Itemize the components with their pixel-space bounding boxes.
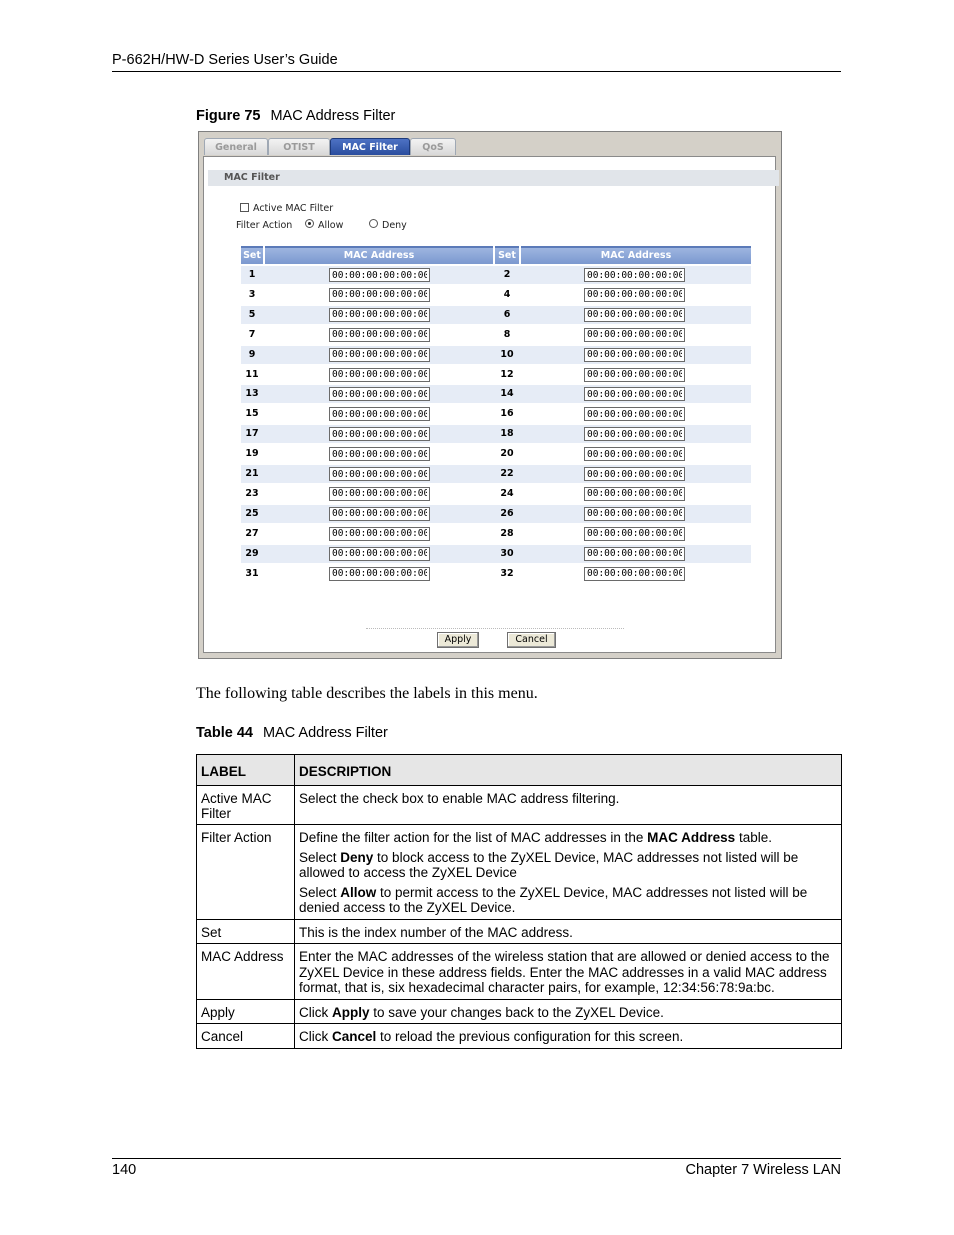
set-number: 10 xyxy=(500,348,514,360)
description-paragraph xyxy=(299,885,837,916)
set-number: 1 xyxy=(248,269,256,280)
set-number: 7 xyxy=(248,328,256,340)
description-paragraph xyxy=(299,791,837,807)
table-row xyxy=(241,385,751,403)
mac-filter-panel xyxy=(203,156,776,653)
deny-label: Deny xyxy=(382,220,407,231)
page-number: 140 xyxy=(112,1162,137,1178)
mac-address-input[interactable] xyxy=(584,467,685,481)
table-row xyxy=(241,525,751,543)
description-paragraph xyxy=(299,949,837,996)
text-segment: to save your changes back to the ZyXEL Device. xyxy=(369,1004,664,1020)
row-label: MAC Address xyxy=(197,944,295,1000)
table-row xyxy=(241,505,751,523)
set-number: 18 xyxy=(500,428,514,440)
set-number: 21 xyxy=(245,468,259,479)
text-segment: Select xyxy=(299,849,341,865)
text-segment: Click xyxy=(299,1004,332,1020)
mac-address-input[interactable] xyxy=(584,507,685,521)
mac-address-input[interactable] xyxy=(329,427,430,441)
row-label: Apply xyxy=(197,999,295,1024)
apply-button[interactable]: Apply xyxy=(437,632,479,648)
table-title: MAC Address Filter xyxy=(262,725,388,741)
description-paragraph xyxy=(299,830,837,846)
table-row xyxy=(197,944,842,1000)
mac-address-input[interactable] xyxy=(584,288,685,302)
filter-action-label: Filter Action xyxy=(236,220,293,231)
table-row xyxy=(197,825,842,920)
set-number: 11 xyxy=(245,368,259,380)
bold-term: Allow xyxy=(340,884,377,900)
set-number: 25 xyxy=(245,507,259,519)
description-paragraph xyxy=(299,925,837,941)
mac-address-input[interactable] xyxy=(329,527,430,541)
set-number: 22 xyxy=(500,468,514,479)
table-row xyxy=(241,266,751,284)
mac-address-input[interactable] xyxy=(584,268,685,282)
mac-address-input[interactable] xyxy=(584,407,685,421)
mac-address-input[interactable] xyxy=(329,328,430,342)
set-number: 3 xyxy=(248,288,256,300)
header-description: DESCRIPTION xyxy=(295,755,842,786)
description-paragraph xyxy=(299,1005,837,1021)
figure-title: MAC Address Filter xyxy=(270,108,396,124)
allow-radio[interactable] xyxy=(305,219,314,228)
text-segment: This is the index number of the MAC address. xyxy=(299,924,573,940)
table-row xyxy=(241,286,751,304)
row-description xyxy=(295,786,842,825)
row-description xyxy=(295,919,842,944)
row-label: Set xyxy=(197,919,295,944)
set-number: 6 xyxy=(503,308,511,320)
chapter-title: Chapter 7 Wireless LAN xyxy=(685,1162,841,1178)
mac-address-input[interactable] xyxy=(584,547,685,561)
table-row xyxy=(241,346,751,364)
mac-address-input[interactable] xyxy=(329,407,430,421)
bold-term: Cancel xyxy=(332,1029,377,1044)
mac-address-input[interactable] xyxy=(584,328,685,342)
table-row xyxy=(197,999,842,1024)
table-row xyxy=(241,425,751,443)
mac-address-input[interactable] xyxy=(584,387,685,401)
mac-address-input[interactable] xyxy=(329,387,430,401)
screenshot-window xyxy=(198,131,782,659)
set-number: 5 xyxy=(248,308,256,320)
table-row xyxy=(241,306,751,324)
mac-address-input[interactable] xyxy=(584,487,685,501)
mac-address-input[interactable] xyxy=(584,527,685,541)
mac-address-input[interactable] xyxy=(329,507,430,521)
tab-qos[interactable]: QoS xyxy=(410,138,456,155)
active-mac-filter-label: Active MAC Filter xyxy=(253,203,334,214)
table-row xyxy=(197,1024,842,1049)
set-number: 30 xyxy=(500,547,514,559)
set-number: 16 xyxy=(500,408,514,420)
deny-radio[interactable] xyxy=(369,219,378,228)
mac-address-input[interactable] xyxy=(329,268,430,282)
row-label: Active MAC Filter xyxy=(197,786,295,825)
mac-address-input[interactable] xyxy=(329,368,430,382)
table-label: Table 44 xyxy=(196,725,253,741)
mac-address-input[interactable] xyxy=(329,547,430,561)
mac-address-input[interactable] xyxy=(584,427,685,441)
mac-address-input[interactable] xyxy=(584,447,685,461)
bold-term: Deny xyxy=(340,849,374,865)
table-row xyxy=(241,565,751,583)
col-set-right: Set xyxy=(495,246,519,264)
mac-address-input[interactable] xyxy=(329,447,430,461)
table-row xyxy=(241,445,751,463)
mac-address-input[interactable] xyxy=(329,467,430,481)
text-segment: Select xyxy=(299,884,341,900)
mac-address-input[interactable] xyxy=(329,348,430,362)
mac-address-input[interactable] xyxy=(329,288,430,302)
text-segment: Enter the MAC addresses of the wireless station that are allowed or denied access to the ZyXEL Device in these address fields. Enter the MAC addresses in a valid MAC address format, that is, six hexadecimal character pairs, for example, 12:34:56:78:9a:bc. xyxy=(299,949,830,995)
table-row xyxy=(241,405,751,423)
set-number: 9 xyxy=(248,348,256,360)
allow-label: Allow xyxy=(318,220,344,231)
col-set-left: Set xyxy=(241,246,263,264)
page-header-title: P-662H/HW-D Series User’s Guide xyxy=(112,52,338,68)
tab-otist[interactable]: OTIST xyxy=(268,138,330,155)
text-segment: Define the filter action for the list of MAC addresses in the xyxy=(299,830,648,845)
set-number: 27 xyxy=(245,527,259,539)
set-number: 23 xyxy=(245,487,259,499)
table-row xyxy=(241,326,751,344)
active-mac-filter-checkbox[interactable] xyxy=(240,203,249,212)
set-number: 26 xyxy=(500,507,514,519)
set-number: 17 xyxy=(245,428,259,440)
figure-label: Figure 75 xyxy=(196,108,261,124)
row-description xyxy=(295,1024,842,1049)
bold-term: MAC Address xyxy=(647,830,736,845)
set-number: 4 xyxy=(503,288,511,300)
tab-mac-filter[interactable]: MAC Filter xyxy=(330,138,410,155)
mac-address-input[interactable] xyxy=(584,368,685,382)
set-number: 12 xyxy=(500,368,514,380)
header-rule xyxy=(112,71,841,72)
set-number: 29 xyxy=(245,547,259,559)
text-segment: to block access to the ZyXEL Device, MAC addresses not listed will be allowed to access the ZyXEL Device xyxy=(299,849,799,880)
bold-term: Apply xyxy=(332,1004,370,1020)
text-segment: to reload the previous configuration for this screen. xyxy=(376,1029,684,1044)
cancel-button[interactable]: Cancel xyxy=(507,632,556,648)
mac-address-input[interactable] xyxy=(584,308,685,322)
text-segment: to permit access to the ZyXEL Device, MAC addresses not listed will be denied access to the ZyXEL Device. xyxy=(299,884,808,915)
table-row xyxy=(197,786,842,825)
mac-address-input[interactable] xyxy=(329,308,430,322)
mac-address-input[interactable] xyxy=(329,567,430,581)
mac-address-input[interactable] xyxy=(584,567,685,581)
intro-paragraph: The following table describes the labels in this menu. xyxy=(196,685,538,702)
text-segment: Click xyxy=(299,1029,332,1044)
footer-rule xyxy=(112,1158,841,1159)
table-row xyxy=(241,465,751,483)
header-label: LABEL xyxy=(197,755,295,786)
mac-address-input[interactable] xyxy=(584,348,685,362)
set-number: 15 xyxy=(245,408,259,420)
text-segment: Select the check box to enable MAC address filtering. xyxy=(299,791,620,806)
row-description xyxy=(295,825,842,920)
set-number: 28 xyxy=(500,527,514,539)
description-paragraph xyxy=(299,1029,837,1045)
row-label: Cancel xyxy=(197,1024,295,1049)
set-number: 19 xyxy=(245,448,259,460)
row-label: Filter Action xyxy=(197,825,295,920)
row-description xyxy=(295,999,842,1024)
description-table xyxy=(196,754,842,1049)
table-row xyxy=(241,545,751,563)
set-number: 20 xyxy=(500,448,514,460)
row-description xyxy=(295,944,842,1000)
set-number: 2 xyxy=(503,269,511,280)
description-paragraph xyxy=(299,850,837,881)
mac-address-input[interactable] xyxy=(329,487,430,501)
table-row xyxy=(241,366,751,384)
set-number: 31 xyxy=(245,567,259,579)
set-number: 24 xyxy=(500,487,514,499)
set-number: 32 xyxy=(500,567,514,579)
table-row xyxy=(197,919,842,944)
tab-general[interactable]: General xyxy=(204,138,268,155)
set-number: 8 xyxy=(503,328,511,340)
section-title: MAC Filter xyxy=(208,170,779,186)
text-segment: table. xyxy=(735,830,772,845)
table-caption xyxy=(196,725,388,741)
set-number: 13 xyxy=(245,388,259,400)
col-mac-right: MAC Address xyxy=(521,246,751,264)
figure-caption xyxy=(196,108,395,124)
table-row xyxy=(241,485,751,503)
button-divider xyxy=(366,628,624,629)
set-number: 14 xyxy=(500,388,514,400)
col-mac-left: MAC Address xyxy=(265,246,493,264)
